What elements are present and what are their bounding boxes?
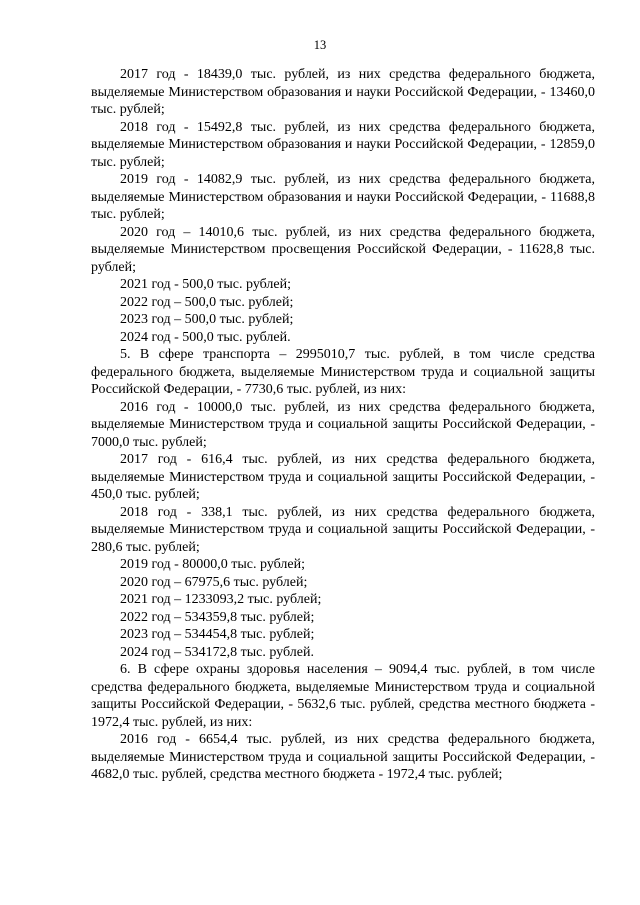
page-number: 13 bbox=[313, 38, 327, 52]
paragraph-2020-education: 2020 год – 14010,6 тыс. рублей, из них средства федерального бюджета, выделяемые Министерством просвещения Российской Федерации, - 11628,8 тыс. рублей; bbox=[91, 224, 595, 275]
paragraph-2016-transport: 2016 год - 10000,0 тыс. рублей, из них средства федерального бюджета, выделяемые Министерством труда и социальной защиты Российской Федерации, - 7000,0 тыс. рублей; bbox=[91, 399, 595, 450]
paragraph-2022-transport: 2022 год – 534359,8 тыс. рублей; bbox=[120, 609, 315, 625]
paragraph-2020-transport: 2020 год – 67975,6 тыс. рублей; bbox=[120, 574, 308, 590]
paragraph-2023-education: 2023 год – 500,0 тыс. рублей; bbox=[120, 312, 294, 327]
paragraph-2021-transport: 2021 год – 1233093,2 тыс. рублей; bbox=[120, 592, 322, 607]
paragraph-health-section: 6. В сфере охраны здоровья населения – 9094,4 тыс. рублей, в том числе средства федерального бюджета, выделяемые Министерством труда и социальной защиты Российской Федерации, - 5632,6 тыс. рублей, средства местного бюджета - 1972,4 тыс. рублей, из них: bbox=[91, 662, 595, 730]
paragraph-2024-transport: 2024 год – 534172,8 тыс. рублей. bbox=[120, 644, 314, 660]
paragraph-transport-section: 5. В сфере транспорта – 2995010,7 тыс. рублей, в том числе средства федерального бюджета, выделяемые Министерством труда и социальной защиты Российской Федерации, - 7730,6 тыс. рублей, из них: bbox=[91, 347, 595, 397]
document-body bbox=[91, 66, 595, 784]
paragraph-2016-health: 2016 год - 6654,4 тыс. рублей, из них средства федерального бюджета, выделяемые Министерством труда и социальной защиты Российской Федерации, - 4682,0 тыс. рублей, средства местного бюджета - 1972,4 тыс. рублей; bbox=[91, 732, 595, 782]
paragraph-2021-education: 2021 год - 500,0 тыс. рублей; bbox=[120, 277, 292, 292]
paragraph-2017-education: 2017 год - 18439,0 тыс. рублей, из них средства федерального бюджета, выделяемые Министерством образования и науки Российской Федерации, - 13460,0 тыс. рублей; bbox=[91, 67, 595, 117]
paragraph-2022-education: 2022 год – 500,0 тыс. рублей; bbox=[120, 294, 294, 310]
paragraph-2024-education: 2024 год - 500,0 тыс. рублей. bbox=[120, 329, 291, 345]
paragraph-2019-education: 2019 год - 14082,9 тыс. рублей, из них средства федерального бюджета, выделяемые Министерством образования и науки Российской Федерации, - 11688,8 тыс. рублей; bbox=[91, 172, 595, 222]
paragraph-2018-transport: 2018 год - 338,1 тыс. рублей, из них средства федерального бюджета, выделяемые Министерством труда и социальной защиты Российской Федерации, - 280,6 тыс. рублей; bbox=[91, 504, 595, 555]
paragraph-2017-transport: 2017 год - 616,4 тыс. рублей, из них средства федерального бюджета, выделяемые Министерством труда и социальной защиты Российской Федерации, - 450,0 тыс. рублей; bbox=[91, 452, 595, 502]
paragraph-2018-education: 2018 год - 15492,8 тыс. рублей, из них средства федерального бюджета, выделяемые Министерством образования и науки Российской Федерации, - 12859,0 тыс. рублей; bbox=[91, 119, 595, 170]
paragraph-2023-transport: 2023 год – 534454,8 тыс. рублей; bbox=[120, 627, 315, 642]
paragraph-2019-transport: 2019 год - 80000,0 тыс. рублей; bbox=[120, 557, 306, 572]
